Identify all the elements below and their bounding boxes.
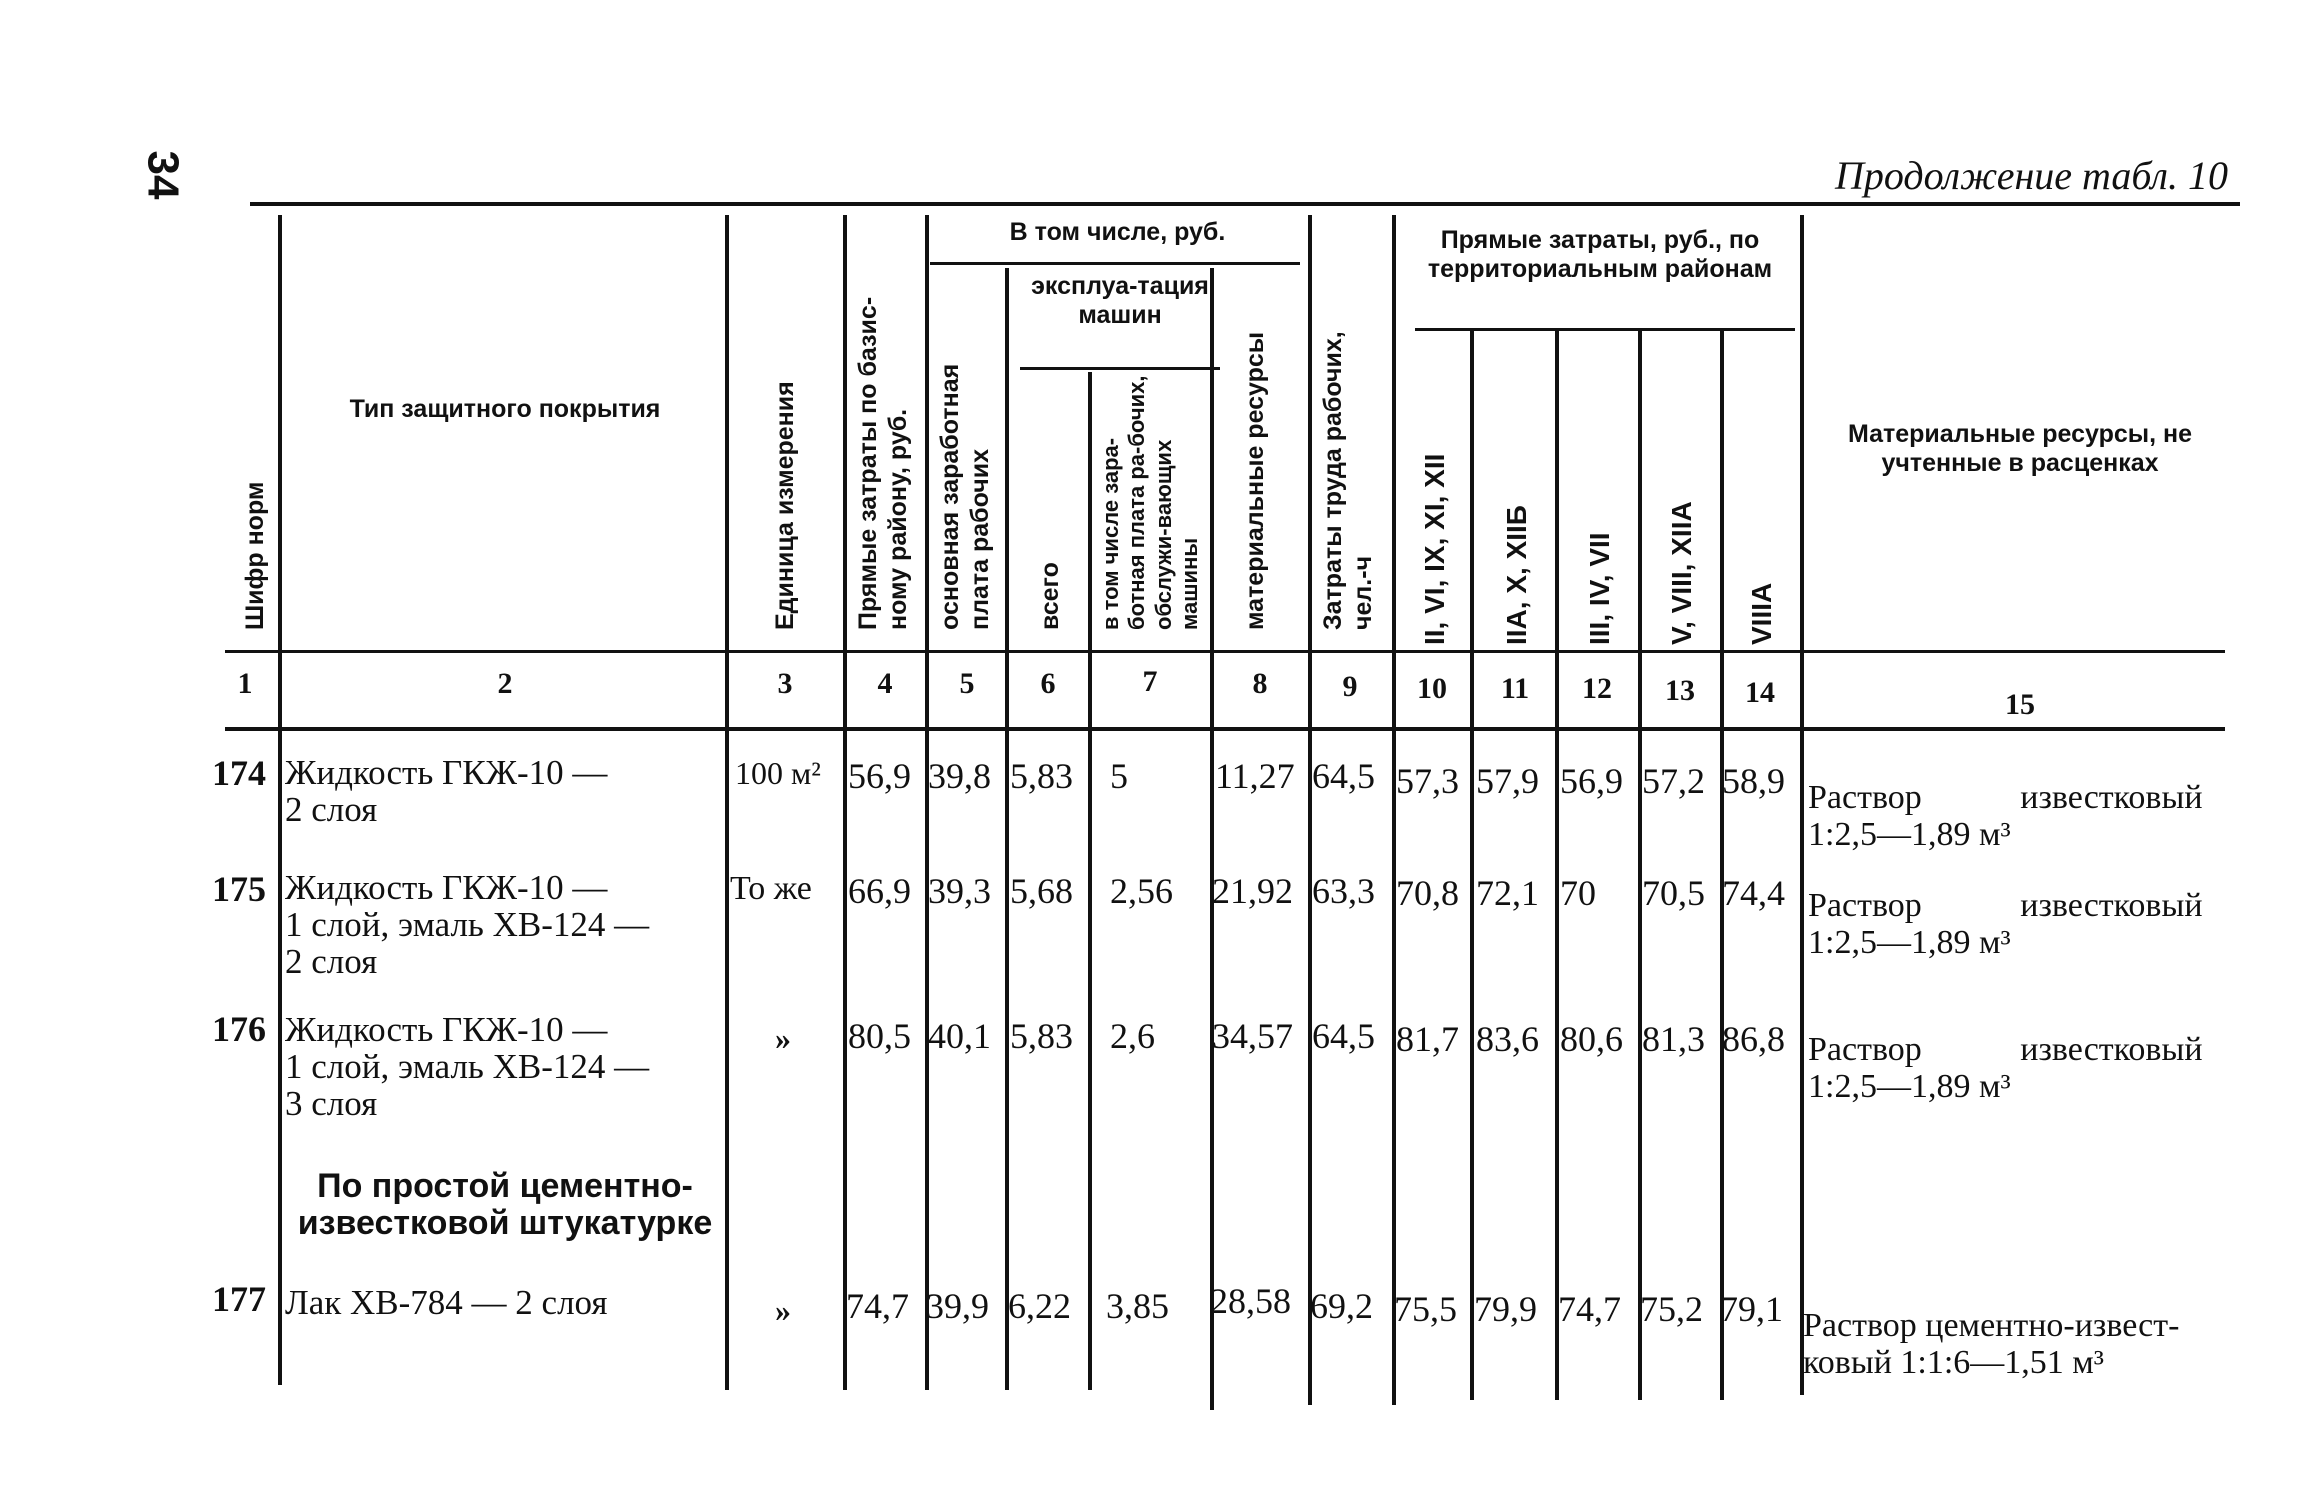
row-type [285,755,720,829]
row-material-line: ковый 1:1:6—1,51 м³ [1803,1343,2104,1381]
row-type-line: 3 слоя [285,1083,378,1123]
header-col12: III, IV, VII [1584,532,1615,645]
row-v4: 74,7 [846,1286,909,1326]
header-col10: II, VI, IX, XI, XII [1419,453,1450,645]
row-code: 174 [212,753,266,793]
row-v14: 58,9 [1722,761,1785,801]
colnum-8: 8 [1252,667,1268,700]
row-material-line: 1:2,5—1,89 м³ [1808,815,2011,853]
colnum-3: 3 [777,667,793,700]
col-sep-12 [1638,330,1642,1400]
section-title-line: известковой штукатурке [297,1204,713,1243]
col-sep-2 [725,215,729,1390]
row-material-line: 1:2,5—1,89 м³ [1808,923,2011,961]
row-type-line: 2 слоя [285,941,378,981]
row-unit: То же [730,870,812,907]
row-v9: 69,2 [1310,1286,1373,1326]
row-type-line: Жидкость ГКЖ-10 — [285,1010,608,1049]
row-v5: 39,3 [928,871,991,911]
row-v10: 81,7 [1396,1019,1459,1059]
row-v13: 57,2 [1642,761,1705,801]
header-group-mach: эксплуа-тация машин [1031,272,1209,329]
row-v9: 64,5 [1312,1016,1375,1056]
row-v11: 83,6 [1476,1019,1539,1059]
colnum-9: 9 [1342,670,1358,703]
row-code: 175 [212,869,266,909]
header-group-incl: В том числе, руб. [1009,218,1226,246]
header-col3: Единица измерения [771,381,799,630]
header-col5: основная заработная плата рабочих [936,363,994,630]
row-type [285,870,720,980]
col-sep-6 [1088,372,1092,1390]
colnum-12: 12 [1582,672,1612,705]
colnum-1: 1 [237,667,253,700]
row-v14: 79,1 [1720,1289,1783,1329]
header-col11: IIA, X, XIIБ [1501,505,1532,645]
row-type-line: Жидкость ГКЖ-10 — [285,868,608,907]
row-v7: 3,85 [1106,1286,1169,1326]
row-v14: 86,8 [1722,1019,1785,1059]
colnum-6: 6 [1040,667,1056,700]
row-v7: 5 [1110,756,1128,796]
col-sep-3 [843,215,847,1390]
row-v11: 72,1 [1476,873,1539,913]
colnum-14: 14 [1745,676,1775,709]
row-v14: 74,4 [1722,873,1785,913]
header-group-regions: Прямые затраты, руб., по территориальным районам [1427,226,1773,283]
row-v11: 57,9 [1476,761,1539,801]
row-material [1808,780,2228,853]
colnum-2: 2 [497,667,513,700]
row-v10: 57,3 [1396,761,1459,801]
row-type-line: 1 слой, эмаль ХВ-124 — [285,904,650,944]
header-col4: Прямые затраты по базис-ному району, руб. [854,296,912,630]
col-sep-5 [1005,268,1009,1390]
row-v10: 75,5 [1394,1289,1457,1329]
row-v8: 28,58 [1210,1281,1291,1321]
row-v8: 11,27 [1215,756,1295,796]
header-col1: Шифр норм [241,481,269,630]
header-col9: Затраты труда рабочих, чел.-ч [1319,331,1377,630]
row-v6: 5,83 [1010,1016,1073,1056]
row-v11: 79,9 [1474,1289,1537,1329]
col-sep-9 [1392,215,1396,1405]
row-v5: 40,1 [928,1016,991,1056]
colnum-7: 7 [1142,665,1158,698]
row-material-line: Раствор известковый [1808,779,2203,816]
row-v10: 70,8 [1396,873,1459,913]
row-v13: 81,3 [1642,1019,1705,1059]
row-v6: 6,22 [1008,1286,1071,1326]
row-material-line: 1:2,5—1,89 м³ [1808,1067,2011,1105]
col-sep-1 [278,215,282,1385]
header-col2: Тип защитного покрытия [349,395,661,423]
row-type-line: 2 слоя [285,789,378,829]
row-v9: 63,3 [1312,871,1375,911]
row-v9: 64,5 [1312,756,1375,796]
col-sep-13 [1720,330,1724,1400]
group-incl-rule [930,262,1300,265]
row-unit: » [775,1020,791,1056]
page-number: 34 [138,150,188,200]
row-unit: » [775,1292,791,1328]
row-code: 177 [212,1279,266,1319]
row-v6: 5,68 [1010,871,1073,911]
header-col15: Материальные ресурсы, не учтенные в расценках [1847,420,2193,477]
row-v4: 56,9 [848,756,911,796]
row-v12: 80,6 [1560,1019,1623,1059]
row-v12: 56,9 [1560,761,1623,801]
colnum-15: 15 [2005,688,2035,721]
row-code: 176 [212,1009,266,1049]
row-v13: 70,5 [1642,873,1705,913]
row-material [1808,1032,2228,1105]
row-v7: 2,6 [1110,1016,1155,1056]
row-type-line: Жидкость ГКЖ-10 — [285,753,608,792]
row-material [1808,888,2228,961]
row-v8: 34,57 [1212,1016,1293,1056]
row-material-line: Раствор цементно-извест- [1803,1307,2180,1344]
section-title [285,1168,725,1243]
col-sep-14 [1800,215,1804,1395]
header-col6: всего [1036,562,1064,630]
col-sep-4 [925,215,929,1390]
header-bottom-rule [225,650,2225,653]
row-v4: 80,5 [848,1016,911,1056]
table-caption: Продолжение табл. 10 [1834,153,2228,198]
col-sep-8 [1308,215,1312,1405]
colnum-13: 13 [1665,674,1695,707]
row-v12: 70 [1560,873,1596,913]
row-v5: 39,8 [928,756,991,796]
col-sep-11 [1555,330,1559,1400]
row-v12: 74,7 [1558,1289,1621,1329]
colnum-5: 5 [959,667,975,700]
row-material-line: Раствор известковый [1808,1031,2203,1068]
column-numbers-bottom-rule [225,727,2225,731]
row-v8: 21,92 [1212,871,1293,911]
header-col14: VIIIA [1746,582,1777,645]
header-col13: V, VIII, XIIA [1666,501,1697,645]
row-material-line: Раствор известковый [1808,887,2203,924]
colnum-11: 11 [1500,672,1530,705]
row-v4: 66,9 [848,871,911,911]
table-top-rule [250,202,2240,206]
header-col7: в том числе зара-ботная плата ра-бочих, обслужи-вающих машины [1098,375,1203,630]
colnum-4: 4 [877,667,893,700]
row-v7: 2,56 [1110,871,1173,911]
row-type: Лак ХВ-784 — 2 слоя [285,1283,608,1322]
row-v6: 5,83 [1010,756,1073,796]
row-type [285,1012,720,1122]
row-material [1803,1308,2233,1381]
row-v5: 39,9 [926,1286,989,1326]
row-unit: 100 м² [735,755,821,791]
colnum-10: 10 [1417,672,1447,705]
header-col8: материальные ресурсы [1241,331,1269,630]
section-title-line: По простой цементно- [317,1167,693,1205]
row-type-line: 1 слой, эмаль ХВ-124 — [285,1046,650,1086]
col-sep-7 [1210,268,1214,1410]
col-sep-10 [1470,330,1474,1400]
row-v13: 75,2 [1640,1289,1703,1329]
